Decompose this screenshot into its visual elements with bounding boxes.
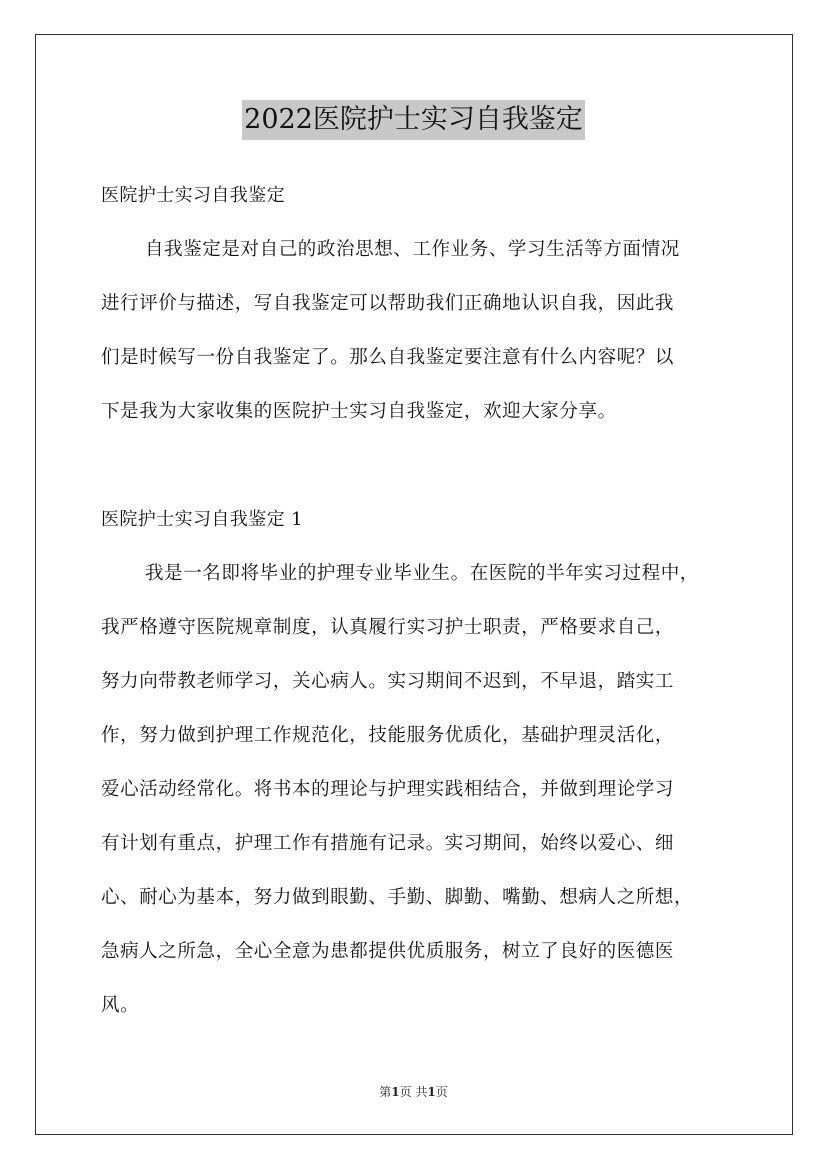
section-heading: 医院护士实习自我鉴定 1 — [101, 509, 303, 530]
paragraph-line: 下是我为大家收集的医院护士实习自我鉴定，欢迎大家分享。 — [101, 401, 617, 422]
paragraph-line: 们是时候写一份自我鉴定了。那么自我鉴定要注意有什么内容呢？以 — [101, 347, 675, 368]
document-title: 2022医院护士实习自我鉴定 — [242, 100, 585, 140]
section-heading: 医院护士实习自我鉴定 — [101, 185, 285, 206]
paragraph-line: 急病人之所急，全心全意为患都提供优质服务，树立了良好的医德医 — [101, 941, 675, 962]
paragraph-line: 进行评价与描述，写自我鉴定可以帮助我们正确地认识自我，因此我 — [101, 293, 675, 314]
paragraph-line: 有计划有重点，护理工作有措施有记录。实习期间，始终以爱心、细 — [101, 833, 675, 854]
title-container — [0, 100, 827, 140]
page-total: 1 — [427, 1085, 436, 1099]
paragraph-line: 风。 — [101, 995, 140, 1016]
paragraph-line: 爱心活动经常化。将书本的理论与护理实践相结合，并做到理论学习 — [101, 779, 675, 800]
paragraph-line: 心、耐心为基本，努力做到眼勤、手勤、脚勤、嘴勤、想病人之所想， — [101, 887, 694, 908]
page-footer — [0, 1083, 827, 1100]
paragraph-line: 作，努力做到护理工作规范化，技能服务优质化，基础护理灵活化， — [101, 725, 675, 746]
paragraph-line: 努力向带教老师学习，关心病人。实习期间不迟到，不早退，踏实工 — [101, 671, 675, 692]
page-mid: 页 共 — [399, 1085, 428, 1099]
page-number: 1 — [391, 1085, 400, 1099]
paragraph-line: 我严格遵守医院规章制度，认真履行实习护士职责，严格要求自己， — [101, 617, 675, 638]
paragraph-line: 我是一名即将毕业的护理专业毕业生。在医院的半年实习过程中， — [145, 563, 699, 584]
page-suffix: 页 — [435, 1085, 448, 1099]
paragraph-line: 自我鉴定是对自己的政治思想、工作业务、学习生活等方面情况 — [145, 239, 680, 260]
page-prefix: 第 — [379, 1085, 392, 1099]
